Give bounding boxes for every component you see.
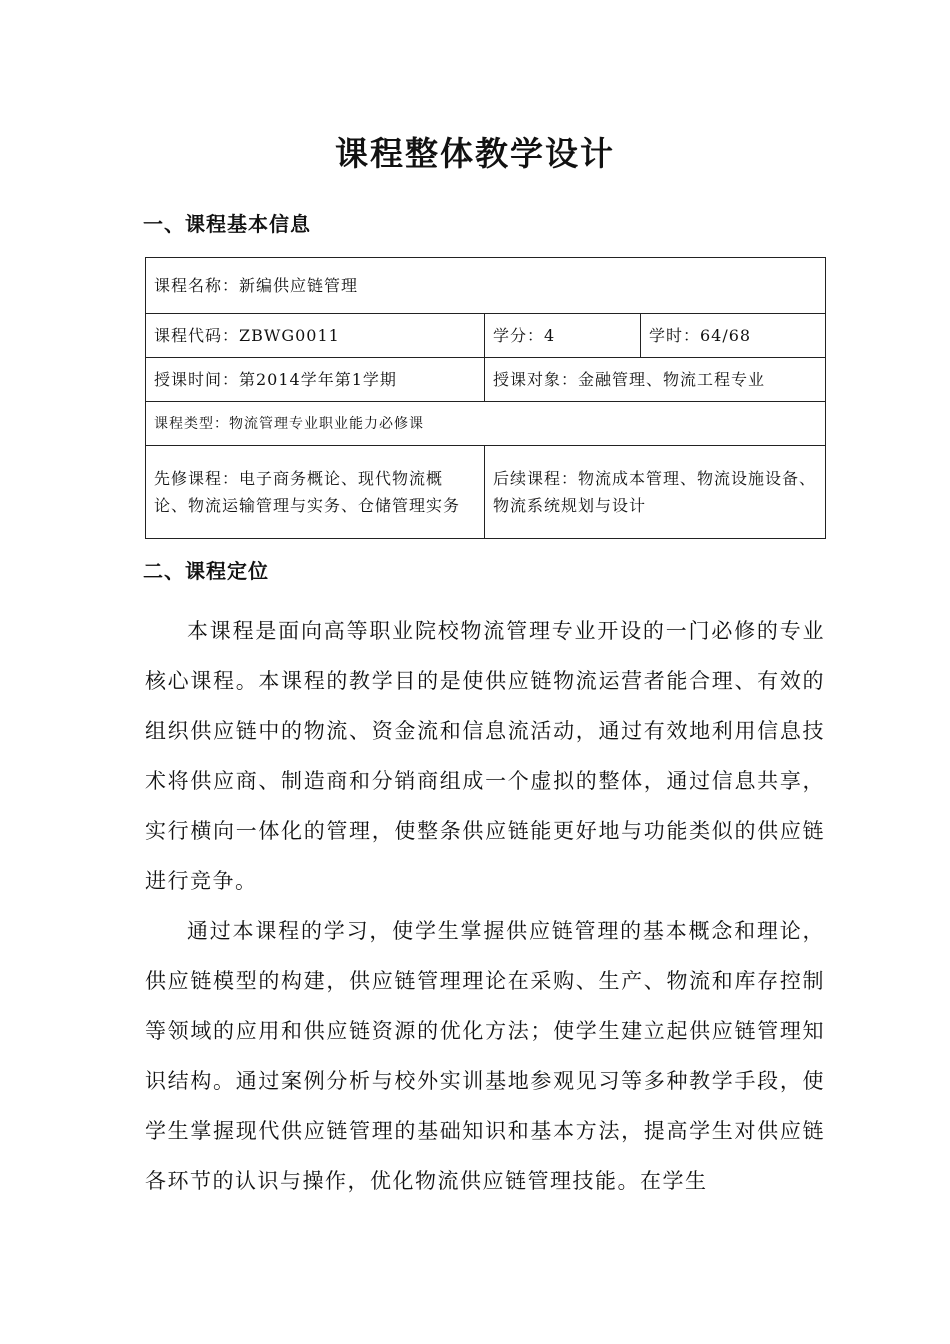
credits-cell: 学分：4 <box>485 314 641 358</box>
course-name-cell: 课程名称：新编供应链管理 <box>146 258 826 314</box>
document-title: 课程整体教学设计 <box>335 134 615 173</box>
table-row <box>146 358 826 402</box>
hours-cell: 学时：64/68 <box>641 314 826 358</box>
table-row <box>146 258 826 314</box>
table-row <box>146 402 826 446</box>
follow-up-cell: 后续课程：物流成本管理、物流设施设备、物流系统规划与设计 <box>485 446 826 539</box>
teaching-time-cell: 授课时间：第2014学年第1学期 <box>146 358 485 402</box>
body-paragraph: 本课程是面向高等职业院校物流管理专业开设的一门必修的专业核心课程。本课程的教学目的是使供应链物流运营者能合理、有效的组织供应链中的物流、资金流和信息流活动，通过有效地利用信息技术将供应商、制造商和分销商组成一个虚拟的整体，通过信息共享，实行横向一体化的管理，使整条供应链能更好地与功能类似的供应链进行竞争。 <box>145 619 825 893</box>
prerequisites-cell: 先修课程：电子商务概论、现代物流概论、物流运输管理与实务、仓储管理实务 <box>146 446 485 539</box>
course-info-table <box>145 257 826 539</box>
course-code-cell: 课程代码：ZBWG0011 <box>146 314 485 358</box>
body-paragraph: 通过本课程的学习，使学生掌握供应链管理的基本概念和理论，供应链模型的构建，供应链管理理论在采购、生产、物流和库存控制等领域的应用和供应链资源的优化方法；使学生建立起供应链管理知识结构。通过案例分析与校外实训基地参观见习等多种教学手段，使学生掌握现代供应链管理的基础知识和基本方法，提高学生对供应链各环节的认识与操作，优化物流供应链管理技能。在学生 <box>145 919 825 1193</box>
section-heading-basic-info: 一、课程基本信息 <box>143 212 311 236</box>
section-heading-positioning: 二、课程定位 <box>143 559 269 583</box>
audience-cell: 授课对象：金融管理、物流工程专业 <box>485 358 826 402</box>
course-type-cell: 课程类型：物流管理专业职业能力必修课 <box>146 402 826 446</box>
table-row <box>146 314 826 358</box>
table-row <box>146 446 826 539</box>
